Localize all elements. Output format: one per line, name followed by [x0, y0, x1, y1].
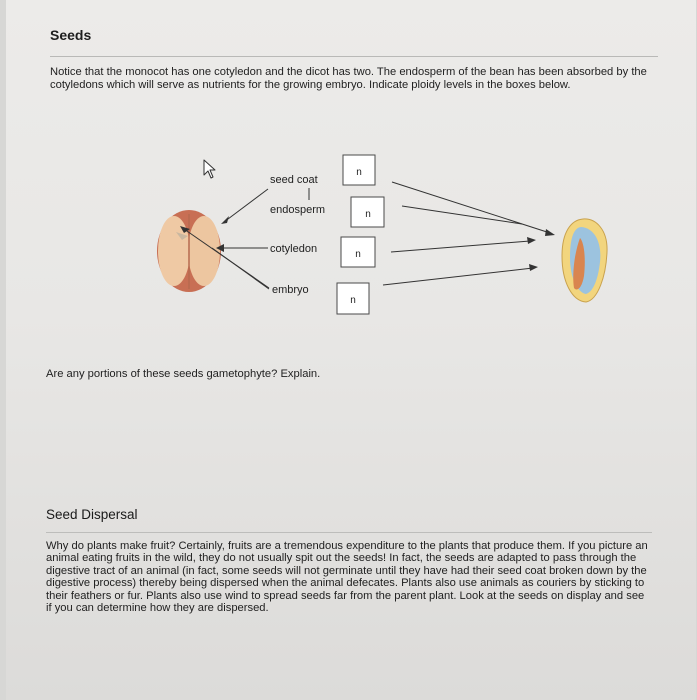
ploidy-box-endosperm[interactable] — [351, 197, 384, 227]
ploidy-value-embryo: n — [350, 295, 356, 306]
ploidy-value-endosperm: n — [365, 209, 371, 220]
worksheet-page — [6, 0, 696, 700]
corn-leader-lines — [383, 182, 550, 285]
ploidy-box-seed-coat[interactable] — [343, 155, 375, 185]
label-embryo: embryo — [272, 284, 309, 296]
corn-kernel-illustration — [562, 219, 607, 302]
ploidy-value-cotyledon: n — [355, 249, 361, 260]
corn-arrowheads — [527, 229, 555, 271]
label-seed-coat: seed coat — [270, 174, 318, 186]
mouse-cursor-icon — [204, 160, 215, 178]
gametophyte-question: Are any portions of these seeds gametophyte? Explain. — [46, 368, 321, 380]
ploidy-box-cotyledon[interactable] — [341, 237, 375, 267]
bean-seed-illustration — [157, 210, 221, 292]
dispersal-divider — [46, 532, 652, 533]
label-cotyledon: cotyledon — [270, 243, 318, 255]
seeds-heading: Seeds — [50, 27, 92, 43]
seed-dispersal-paragraph: Why do plants make fruit? Certainly, fruits are a tremendous expenditure to the plants that produce them. If you picture an animal eating fruits in the wild, they do not usually spit out the seeds! In fact, the seeds are adapted to pass through the digestive tract of an animal (in fact, some seeds will not germinate until they have had their seed coat broken down by the digestive process) thereby being dispersed when the animal defecates. Plants also use animals as couriers by sticking to their feathers or fur. Plants also use wind to spread seeds far from the parent plant. Look at the seeds on display and see if you can determine how they are dispersed. — [46, 540, 648, 615]
ploidy-value-seed-coat: n — [356, 167, 362, 178]
seed-dispersal-heading: Seed Dispersal — [46, 507, 138, 522]
ploidy-box-embryo[interactable] — [337, 283, 369, 314]
seed-diagram — [6, 0, 696, 340]
seeds-intro-paragraph: Notice that the monocot has one cotyledon and the dicot has two. The endosperm of the bean has been absorbed by the cotyledons which will serve as nutrients for the growing embryo. Indicate ploidy levels in the boxes below. — [50, 66, 647, 91]
label-endosperm: endosperm — [270, 204, 326, 216]
